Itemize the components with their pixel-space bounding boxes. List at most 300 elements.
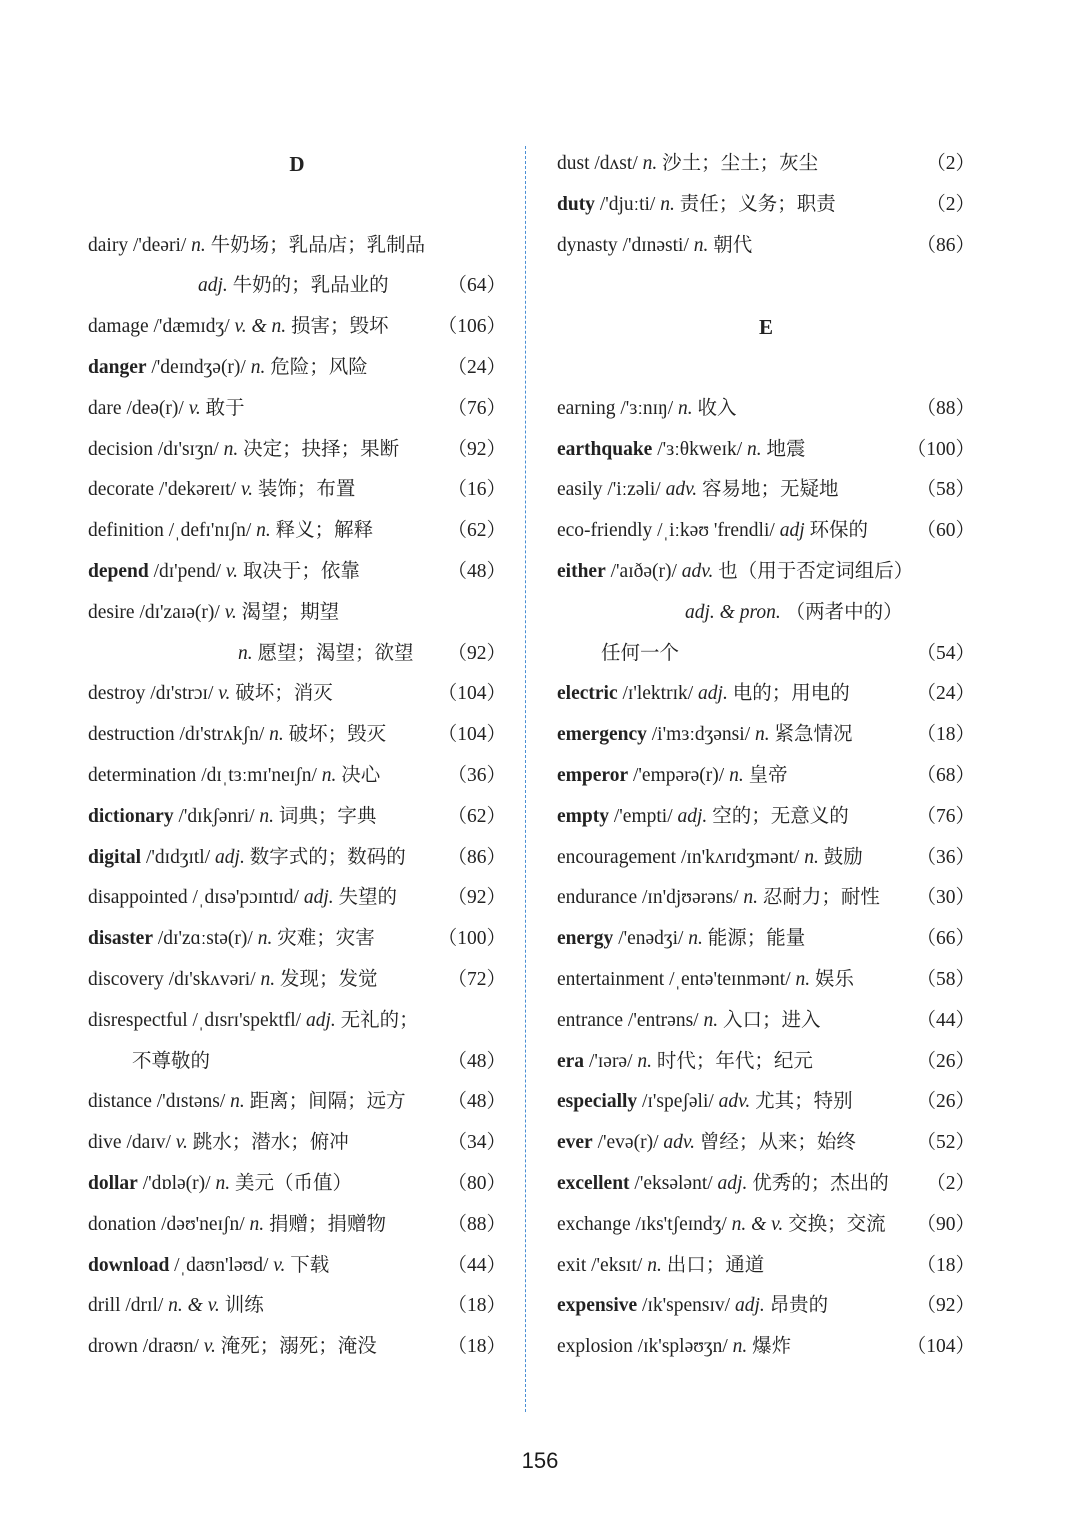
definition: 紧急情况 — [769, 724, 853, 746]
entry-text — [88, 715, 386, 756]
headword: exit — [557, 1254, 587, 1276]
page-reference: （26） — [916, 1050, 975, 1072]
glossary-entry — [557, 1082, 975, 1123]
part-of-speech: v. — [240, 479, 254, 501]
glossary-entry — [88, 878, 506, 919]
definition: 装饰；布置 — [253, 479, 356, 501]
part-of-speech: n. — [642, 153, 658, 174]
definition: 无礼的； — [335, 1009, 419, 1031]
part-of-speech: n. — [250, 356, 266, 378]
entry-text — [88, 348, 368, 389]
page-reference: （36） — [916, 846, 975, 868]
definition: 爆炸 — [747, 1336, 792, 1358]
phonetic: /ɪ'speʃəli/ — [637, 1091, 719, 1113]
glossary-entry — [557, 430, 975, 471]
entry-text — [557, 511, 868, 552]
glossary-entry — [88, 266, 506, 307]
headword: danger — [88, 356, 147, 378]
definition: 破坏；消灭 — [230, 683, 333, 705]
headword: duty — [557, 193, 595, 215]
headword: emperor — [557, 764, 629, 786]
entry-text — [557, 552, 913, 593]
headword: dare — [88, 397, 122, 419]
glossary-entry — [88, 1042, 506, 1083]
definition: 优秀的；杰出的 — [747, 1172, 889, 1194]
section-header — [557, 307, 975, 348]
phonetic: /'dɪkʃənri/ — [173, 805, 260, 827]
entry-text — [88, 838, 406, 879]
page-reference: （18） — [447, 1295, 506, 1317]
glossary-entry — [557, 1042, 975, 1083]
phonetic: /'eksələnt/ — [629, 1172, 718, 1194]
definition: 跳水；潜水；俯冲 — [187, 1132, 349, 1154]
glossary-entry — [88, 674, 506, 715]
entry-subsense — [88, 634, 414, 675]
definition: 出口；通道 — [661, 1254, 765, 1276]
definition: 词典；字典 — [274, 805, 377, 827]
phonetic: /'deəri/ — [128, 234, 192, 256]
headword: donation — [88, 1213, 157, 1235]
phonetic: /'dɪstəns/ — [151, 1091, 231, 1113]
definition: 灾难；灾害 — [272, 928, 375, 950]
definition: 昂贵的 — [764, 1295, 829, 1317]
glossary-entry — [88, 919, 506, 960]
part-of-speech: n. — [732, 1336, 748, 1358]
part-of-speech: adj. — [717, 1172, 748, 1194]
page-reference: （92） — [447, 642, 506, 664]
glossary-entry — [557, 1246, 975, 1287]
definition: 忍耐力；耐性 — [758, 887, 880, 909]
part-of-speech: n. — [269, 724, 284, 746]
entry-text — [557, 185, 836, 226]
phonetic: /'empti/ — [609, 805, 678, 827]
entry-text — [88, 1327, 377, 1368]
page-reference: （30） — [916, 887, 975, 909]
headword: digital — [88, 846, 142, 868]
glossary-entry — [557, 1205, 975, 1246]
phonetic: /'dekəreɪt/ — [154, 479, 241, 501]
phonetic: /ˌdɪsə'pɔɪntɪd/ — [187, 887, 304, 909]
right-column — [557, 144, 975, 1368]
page-reference: （64） — [447, 275, 506, 297]
definition-continuation: 任何一个 — [601, 642, 680, 664]
glossary-entry — [557, 1123, 975, 1164]
glossary-entry — [557, 1164, 975, 1205]
glossary-entry — [88, 1164, 506, 1205]
headword: entertainment — [557, 968, 665, 990]
page-reference: （66） — [916, 928, 975, 950]
entry-text — [88, 307, 389, 348]
glossary-entry — [88, 1001, 506, 1042]
headword: dust — [557, 153, 590, 174]
entry-text — [88, 1082, 406, 1123]
part-of-speech: adj. — [677, 805, 708, 827]
phonetic: /dɪˌtɜːmɪ'neɪʃn/ — [196, 764, 322, 786]
phonetic: /dɪ'zaɪə(r)/ — [134, 601, 225, 623]
entry-text — [88, 593, 339, 634]
glossary-entry — [88, 307, 506, 348]
entry-text — [557, 1123, 856, 1164]
definition: 朝代 — [708, 234, 753, 256]
headword: damage — [88, 316, 149, 338]
headword: drown — [88, 1336, 138, 1358]
page-reference: （104） — [437, 683, 506, 705]
entry-text — [88, 797, 376, 838]
entry-text — [557, 878, 880, 919]
entry-text — [88, 756, 380, 797]
phonetic: /dɪ'strɔɪ/ — [145, 683, 219, 705]
definition: 渴望；期望 — [236, 601, 340, 623]
phonetic: /'evə(r)/ — [592, 1132, 664, 1154]
headword: easily — [557, 479, 603, 501]
glossary-entry — [88, 838, 506, 879]
entry-text — [88, 511, 373, 552]
part-of-speech: n. & v. — [168, 1295, 220, 1317]
glossary-entry — [88, 797, 506, 838]
part-of-speech: v. & n. — [234, 316, 287, 338]
page-reference: （2） — [926, 153, 975, 174]
page-reference: （48） — [447, 560, 506, 582]
page-reference: （24） — [447, 356, 506, 378]
phonetic: /'empərə(r)/ — [628, 764, 730, 786]
glossary-entry — [88, 389, 506, 430]
glossary-entry — [88, 511, 506, 552]
page-reference: （86） — [916, 234, 975, 256]
phonetic: /ɪn'kʌrɪdʒmənt/ — [676, 846, 805, 868]
entry-text — [557, 389, 737, 430]
definition: 淹死；溺死；淹没 — [215, 1336, 377, 1358]
entry-text — [557, 1042, 813, 1083]
part-of-speech: n. — [795, 968, 811, 990]
definition: 决心 — [336, 764, 381, 786]
entry-text — [88, 674, 333, 715]
part-of-speech: adj. — [215, 846, 245, 868]
page-reference: （92） — [447, 887, 506, 909]
entry-subsense — [557, 593, 903, 634]
part-of-speech: n. — [743, 887, 759, 909]
headword: explosion — [557, 1336, 633, 1358]
page-number: 156 — [521, 1448, 559, 1473]
glossary-entry — [557, 838, 975, 879]
entry-text — [557, 797, 849, 838]
entry-text — [88, 552, 360, 593]
part-of-speech: adj. — [698, 683, 728, 705]
glossary-entry — [557, 919, 975, 960]
part-of-speech: n. — [637, 1050, 653, 1072]
glossary-entry — [88, 470, 506, 511]
phonetic: /'dɒlə(r)/ — [137, 1172, 216, 1194]
definition: 决定；抉择；果断 — [238, 438, 400, 460]
glossary-entry — [557, 185, 975, 226]
glossary-entry — [557, 1001, 975, 1042]
phonetic: /drɪl/ — [120, 1295, 169, 1317]
entry-text — [557, 430, 806, 471]
phonetic: /deə(r)/ — [121, 397, 189, 419]
entry-text — [88, 1164, 352, 1205]
headword: excellent — [557, 1172, 630, 1194]
part-of-speech: adj. — [305, 1009, 336, 1031]
part-of-speech: v. — [188, 397, 201, 419]
phonetic: /'entrəns/ — [623, 1009, 704, 1031]
glossary-entry — [557, 552, 975, 593]
page-reference: （24） — [916, 683, 975, 705]
entry-text — [88, 1205, 386, 1246]
part-of-speech: adj. — [303, 887, 334, 909]
part-of-speech: n. — [191, 234, 206, 256]
headword: energy — [557, 928, 614, 950]
part-of-speech: n. — [754, 724, 770, 746]
entry-text — [557, 838, 863, 879]
part-of-speech: v. — [203, 1336, 216, 1358]
part-of-speech: n. — [260, 968, 276, 990]
part-of-speech: v. — [224, 601, 237, 623]
part-of-speech: adj — [779, 520, 805, 542]
page-reference: （106） — [437, 316, 506, 338]
entry-text — [88, 1286, 264, 1327]
phonetic: /'enədʒi/ — [613, 928, 689, 950]
part-of-speech: adv. — [718, 1091, 751, 1113]
definition: 失望的 — [333, 887, 398, 909]
definition: 数字式的；数码的 — [244, 846, 406, 868]
headword: empty — [557, 805, 609, 827]
entry-text — [88, 1001, 419, 1042]
page-reference: （72） — [447, 968, 506, 990]
headword: decorate — [88, 479, 155, 501]
phonetic: /ˌiːkəʊ 'frendli/ — [652, 520, 780, 542]
entry-text — [557, 1164, 889, 1205]
definition: 收入 — [692, 397, 737, 419]
definition: 地震 — [761, 438, 806, 460]
glossary-entry — [88, 1205, 506, 1246]
page-reference: （76） — [916, 805, 975, 827]
phonetic: /ɪ'lektrɪk/ — [617, 683, 699, 705]
definition: 距离；间隔；远方 — [244, 1091, 406, 1113]
entry-text — [557, 1082, 853, 1123]
glossary-entry — [88, 634, 506, 675]
glossary-entry — [88, 1286, 506, 1327]
phonetic: /'aɪðə(r)/ — [605, 560, 682, 582]
definition: 入口；进入 — [718, 1009, 821, 1031]
part-of-speech: n. — [703, 1009, 719, 1031]
headword: either — [557, 560, 606, 582]
entry-text — [88, 430, 399, 471]
phonetic: /'dɪdʒɪtl/ — [141, 846, 216, 868]
glossary-entry — [88, 1327, 506, 1368]
phonetic: /'dɪnəsti/ — [617, 234, 694, 256]
part-of-speech: adv. — [665, 479, 698, 501]
headword: dive — [88, 1132, 122, 1154]
headword: discovery — [88, 968, 164, 990]
entry-text — [557, 1327, 791, 1368]
headword: dictionary — [88, 805, 174, 827]
part-of-speech: adj. — [198, 275, 228, 297]
glossary-entry — [88, 348, 506, 389]
phonetic: /'deɪndʒə(r)/ — [146, 356, 251, 378]
glossary-entry — [88, 226, 506, 267]
phonetic: /'eksɪt/ — [586, 1254, 648, 1276]
phonetic: /dɪ'pend/ — [148, 560, 226, 582]
headword: dollar — [88, 1172, 138, 1194]
entry-text — [557, 226, 752, 267]
phonetic: /'ɜːnɪŋ/ — [615, 397, 679, 419]
definition: 空的；无意义的 — [707, 805, 849, 827]
part-of-speech: n. — [729, 764, 744, 786]
headword: dairy — [88, 234, 129, 256]
headword: decision — [88, 438, 153, 460]
page-reference: （100） — [906, 438, 975, 460]
phonetic: /'iːzəli/ — [602, 479, 666, 501]
headword: disrespectful — [88, 1009, 188, 1031]
part-of-speech: n. — [256, 520, 271, 542]
headword: era — [557, 1050, 585, 1072]
glossary-entry — [557, 674, 975, 715]
phonetic: /dɪ'strʌkʃn/ — [174, 724, 270, 746]
page-reference: （16） — [447, 479, 506, 501]
part-of-speech: n. — [747, 438, 762, 460]
phonetic: /ɪks'tʃeɪndʒ/ — [630, 1213, 732, 1235]
definition: 曾经；从来；始终 — [694, 1132, 856, 1154]
section-header — [88, 144, 506, 185]
glossary-entry — [557, 715, 975, 756]
entry-text — [88, 1123, 349, 1164]
part-of-speech: n. — [688, 928, 703, 950]
definition: 破坏；毁灭 — [283, 724, 387, 746]
page-reference: （90） — [916, 1213, 975, 1235]
glossary-entry — [88, 1123, 506, 1164]
spacer — [88, 185, 506, 226]
definition: 牛奶场；乳品店；乳制品 — [205, 234, 426, 256]
part-of-speech: n. — [238, 642, 253, 664]
phonetic: /ɪk'spensɪv/ — [637, 1295, 735, 1317]
glossary-entry — [88, 552, 506, 593]
glossary-entry — [88, 960, 506, 1001]
definition: 交换；交流 — [783, 1213, 886, 1235]
headword: encouragement — [557, 846, 677, 868]
definition: 责任；义务；职责 — [674, 193, 836, 215]
section-letter: D — [289, 152, 305, 176]
page-reference: （54） — [916, 642, 975, 664]
definition-continuation: 不尊敬的 — [132, 1050, 211, 1072]
part-of-speech: adj. & pron. — [685, 601, 781, 623]
page-reference: （92） — [447, 438, 506, 460]
glossary-entry — [557, 144, 975, 185]
column-divider — [525, 146, 526, 1412]
phonetic: /ˌentə'teɪnmənt/ — [664, 968, 796, 990]
part-of-speech: adv. — [663, 1132, 695, 1154]
page-reference: （34） — [447, 1132, 506, 1154]
glossary-entry — [88, 430, 506, 471]
headword: download — [88, 1254, 170, 1276]
definition: 也（用于否定词组后） — [713, 560, 914, 582]
definition: 捐赠；捐赠物 — [264, 1213, 387, 1235]
entry-text — [88, 470, 355, 511]
page-reference: （76） — [447, 397, 506, 419]
page-reference: （48） — [447, 1091, 506, 1113]
headword: determination — [88, 764, 197, 786]
page-reference: （100） — [437, 928, 506, 950]
glossary-entry — [557, 389, 975, 430]
phonetic: /ɪn'djʊərəns/ — [637, 887, 744, 909]
definition: 牛奶的；乳品业的 — [227, 275, 389, 297]
page-reference: （44） — [447, 1254, 506, 1276]
definition: 训练 — [219, 1295, 264, 1317]
entry-text — [88, 226, 425, 267]
headword: endurance — [557, 887, 638, 909]
headword: drill — [88, 1295, 121, 1317]
definition: 环保的 — [804, 520, 868, 542]
glossary-entry — [557, 960, 975, 1001]
entry-text — [557, 919, 805, 960]
part-of-speech: n. — [321, 764, 337, 786]
definition: 娱乐 — [810, 968, 855, 990]
part-of-speech: n. — [259, 805, 275, 827]
entry-text — [557, 715, 853, 756]
headword: exchange — [557, 1213, 631, 1235]
glossary-entry — [557, 797, 975, 838]
headword: distance — [88, 1091, 152, 1113]
page-reference: （88） — [916, 397, 975, 419]
headword: earthquake — [557, 438, 653, 460]
page-reference: （80） — [447, 1172, 506, 1194]
glossary-entry — [557, 1327, 975, 1368]
definition: 愿望；渴望；欲望 — [252, 642, 414, 664]
definition: 容易地；无疑地 — [697, 479, 839, 501]
headword: eco-friendly — [557, 520, 653, 542]
part-of-speech: n. & v. — [731, 1213, 784, 1235]
definition: （两者中的） — [780, 601, 903, 623]
part-of-speech: v. — [273, 1254, 286, 1276]
glossary-entry — [557, 756, 975, 797]
headword: entrance — [557, 1009, 624, 1031]
glossary-entry — [88, 1082, 506, 1123]
definition: 沙土；尘土；灰尘 — [657, 153, 819, 174]
page-reference: （88） — [447, 1213, 506, 1235]
entry-text — [557, 674, 850, 715]
entry-text — [88, 960, 378, 1001]
entry-text — [88, 389, 245, 430]
phonetic: /dɪ'skʌvəri/ — [163, 968, 261, 990]
phonetic: /ˌdaʊn'ləʊd/ — [169, 1254, 274, 1276]
page-reference: （92） — [916, 1295, 975, 1317]
definition: 皇帝 — [743, 764, 788, 786]
phonetic: /'djuːti/ — [594, 193, 661, 215]
phonetic: /i'mɜːdʒənsi/ — [646, 724, 755, 746]
glossary-entry — [557, 634, 975, 675]
headword: electric — [557, 683, 618, 705]
page-reference: （18） — [916, 1254, 975, 1276]
headword: disappointed — [88, 887, 188, 909]
definition: 危险；风险 — [265, 356, 368, 378]
phonetic: /ˌdɪsrɪ'spektfl/ — [187, 1009, 306, 1031]
definition: 美元（币值） — [230, 1172, 352, 1194]
definition: 下载 — [285, 1254, 330, 1276]
page-reference: （104） — [906, 1336, 975, 1358]
part-of-speech: n. — [693, 234, 709, 256]
definition: 释义；解释 — [270, 520, 374, 542]
phonetic: /'dæmɪdʒ/ — [148, 316, 235, 338]
page-reference: （104） — [437, 724, 506, 746]
headword: destruction — [88, 724, 175, 746]
headword: desire — [88, 601, 135, 623]
headword: expensive — [557, 1295, 638, 1317]
page-reference: （44） — [916, 1009, 975, 1031]
entry-text — [557, 1286, 828, 1327]
spacer — [557, 348, 975, 389]
phonetic: /daɪv/ — [121, 1132, 176, 1154]
entry-text — [557, 470, 839, 511]
glossary-entry — [88, 593, 506, 634]
part-of-speech: n. — [647, 1254, 662, 1276]
